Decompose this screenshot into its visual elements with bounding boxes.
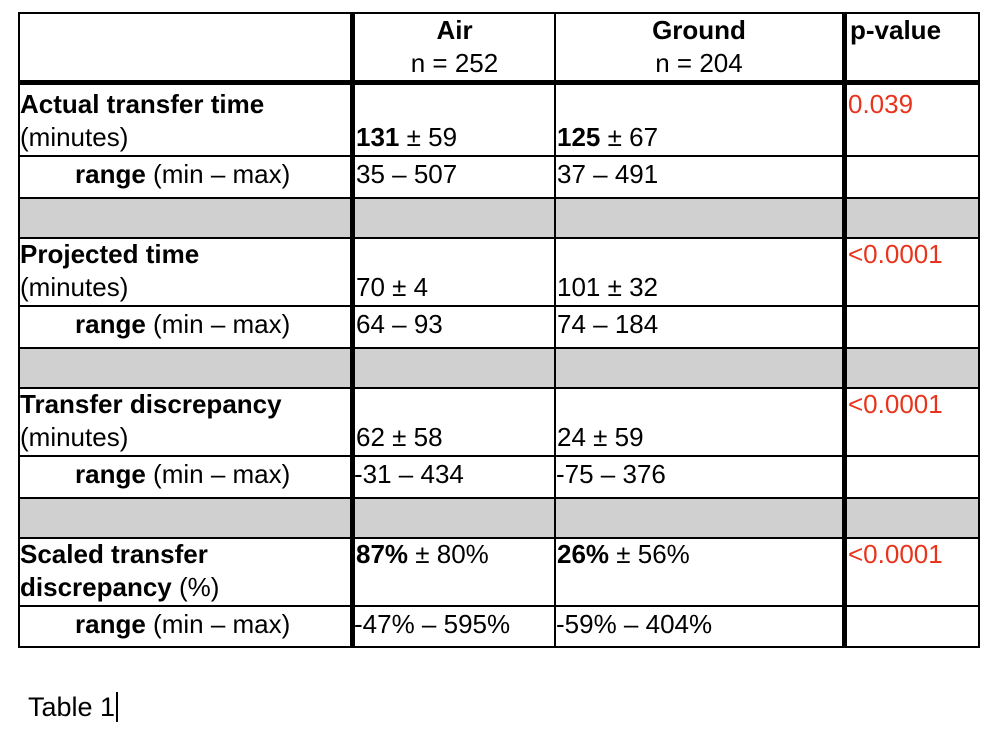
ground-mean-value: 125 <box>557 122 601 152</box>
header-divider <box>18 80 980 85</box>
row-unit-label: (minutes) <box>20 422 129 452</box>
air-range-discrepancy: -31 – 434 <box>354 459 464 489</box>
air-column-title: Air <box>436 15 473 45</box>
results-table <box>18 12 980 648</box>
pvalue-projected-time: <0.0001 <box>848 239 943 269</box>
air-scaled-discrepancy <box>356 539 489 569</box>
table-caption[interactable] <box>28 690 118 724</box>
table-border-bottom <box>18 646 980 648</box>
row-line <box>18 455 980 457</box>
pvalue-column-title: p-value <box>850 15 942 45</box>
range-label <box>75 609 290 639</box>
row-line <box>18 197 980 199</box>
range-label <box>75 159 290 189</box>
air-sd-value: ± 80% <box>408 539 489 569</box>
column-divider-label <box>350 12 355 648</box>
column-divider-air <box>554 12 556 648</box>
range-label <box>75 459 290 489</box>
row-line <box>18 605 980 607</box>
row-label-transfer-discrepancy: Transfer discrepancy <box>20 389 282 419</box>
ground-range-projected: 74 – 184 <box>557 309 659 339</box>
row-label-scaled-discrepancy-bold: discrepancy <box>20 572 172 602</box>
air-range-actual: 35 – 507 <box>356 159 458 189</box>
range-label-bold: range <box>75 159 146 189</box>
ground-mean-value: 26% <box>557 539 610 569</box>
range-label-rest: (min – max) <box>145 459 291 489</box>
separator-row-2 <box>19 349 979 387</box>
row-line <box>18 497 980 499</box>
row-label-projected-time: Projected time <box>20 239 200 269</box>
row-line <box>18 155 980 157</box>
row-unit-label: (minutes) <box>20 272 129 302</box>
range-label-rest: (min – max) <box>145 609 291 639</box>
air-transfer-discrepancy: 62 ± 58 <box>356 422 443 452</box>
pvalue-scaled-discrepancy: <0.0001 <box>848 539 943 569</box>
air-sd-value: ± 59 <box>399 122 458 152</box>
ground-actual-transfer-time <box>557 122 658 152</box>
range-label <box>75 309 290 339</box>
ground-sd-value: ± 67 <box>600 122 659 152</box>
table-border-right <box>978 12 980 648</box>
ground-transfer-discrepancy: 24 ± 59 <box>557 422 644 452</box>
separator-row-1 <box>19 199 979 237</box>
air-range-scaled: -47% – 595% <box>354 609 511 639</box>
row-unit-label: (minutes) <box>20 122 129 152</box>
row-line <box>18 305 980 307</box>
air-projected-time: 70 ± 4 <box>356 272 429 302</box>
text-cursor <box>116 692 118 722</box>
caption-text: Table 1 <box>28 692 116 722</box>
pvalue-transfer-discrepancy: <0.0001 <box>848 389 943 419</box>
air-range-projected: 64 – 93 <box>356 309 443 339</box>
ground-range-scaled: -59% – 404% <box>556 609 713 639</box>
ground-range-discrepancy: -75 – 376 <box>556 459 666 489</box>
row-unit-label: (%) <box>171 572 220 602</box>
air-mean-value: 131 <box>356 122 400 152</box>
ground-range-actual: 37 – 491 <box>557 159 659 189</box>
ground-projected-time: 101 ± 32 <box>557 272 659 302</box>
separator-row-3 <box>19 499 979 537</box>
range-label-rest: (min – max) <box>145 309 291 339</box>
range-label-bold: range <box>75 609 146 639</box>
row-label-actual-transfer-time: Actual transfer time <box>20 89 265 119</box>
pvalue-actual-transfer-time: 0.039 <box>848 89 914 119</box>
row-label-scaled-transfer: Scaled transfer <box>20 539 208 569</box>
ground-scaled-discrepancy <box>557 539 690 569</box>
air-actual-transfer-time <box>356 122 457 152</box>
table-border-top <box>18 12 980 14</box>
row-line <box>18 347 980 349</box>
ground-sd-value: ± 56% <box>609 539 690 569</box>
row-label-scaled-discrepancy <box>20 572 219 602</box>
ground-column-title: Ground <box>652 15 746 45</box>
air-mean-value: 87% <box>356 539 409 569</box>
range-label-bold: range <box>75 459 146 489</box>
range-label-rest: (min – max) <box>145 159 291 189</box>
air-sample-size: n = 252 <box>410 48 499 78</box>
column-divider-ground <box>842 12 847 648</box>
ground-sample-size: n = 204 <box>655 48 743 78</box>
range-label-bold: range <box>75 309 146 339</box>
